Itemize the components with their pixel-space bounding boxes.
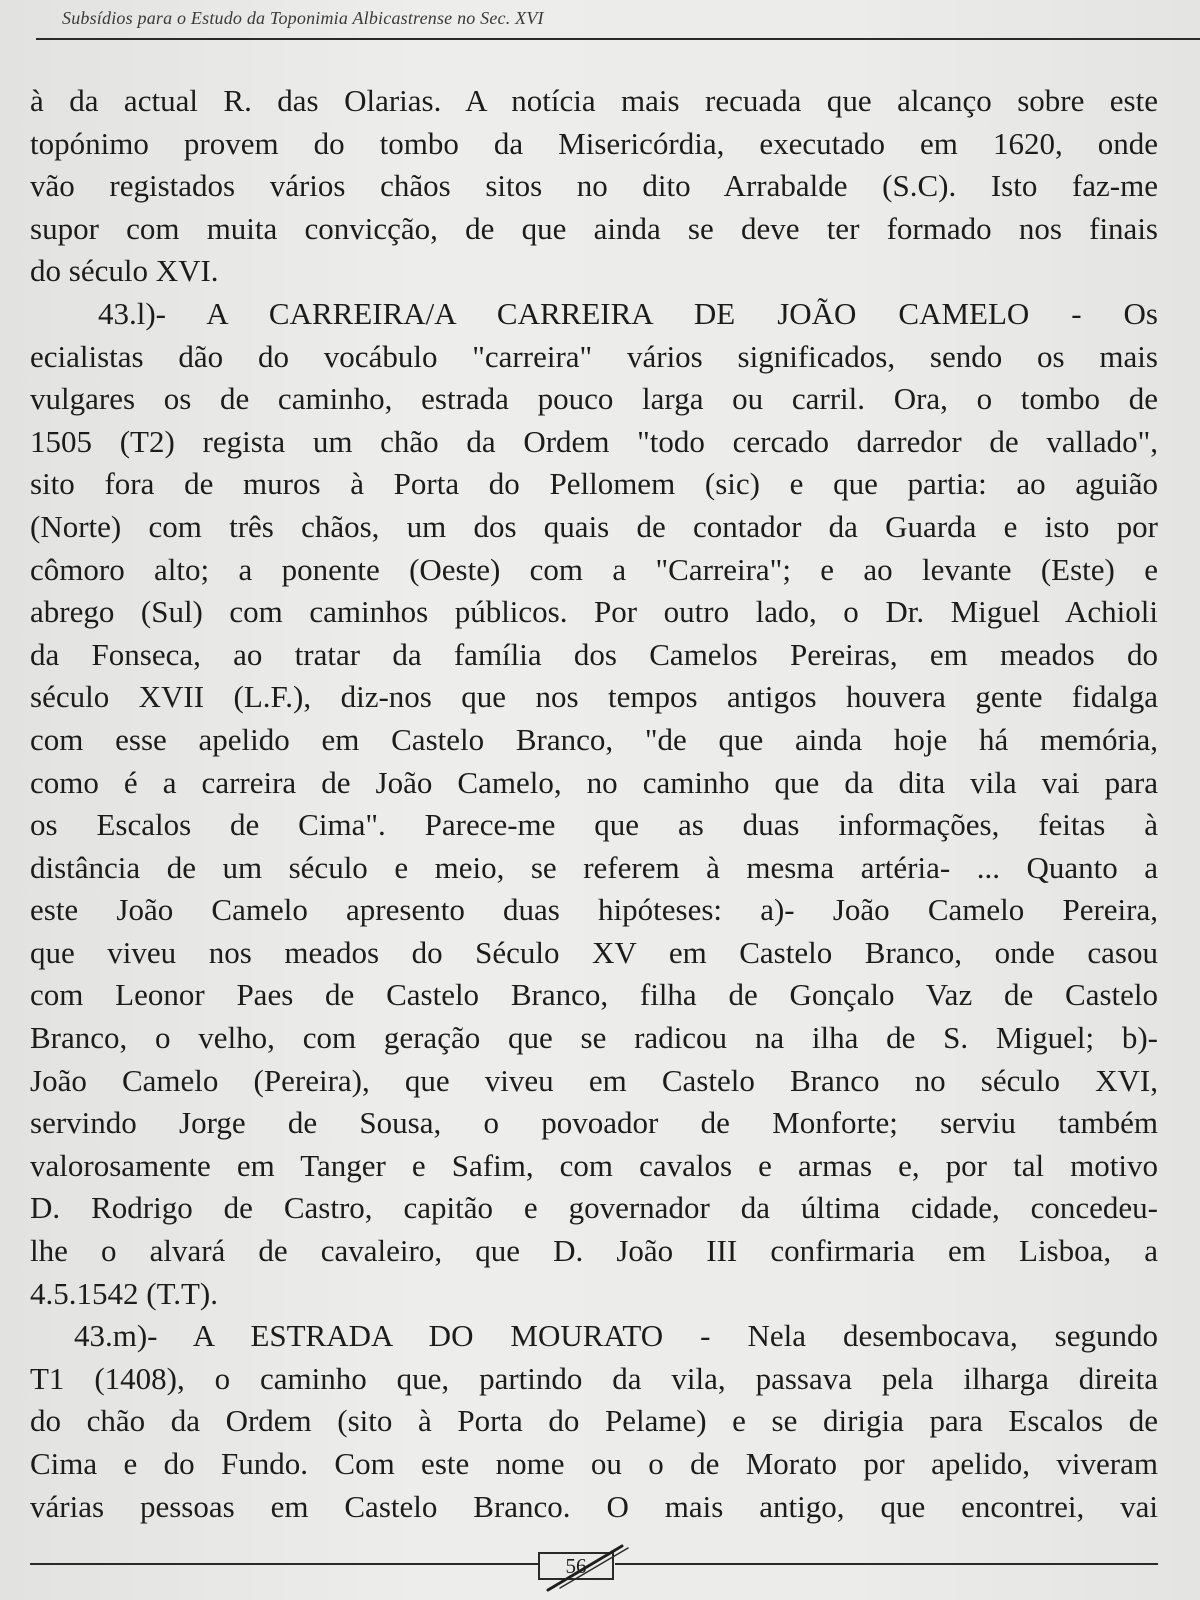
- running-header-title: Subsídios para o Estudo da Toponimia Albicastrense no Sec. XVI: [62, 8, 544, 28]
- text-line: com esse apelido em Castelo Branco, "de que ainda hoje há memória,: [30, 721, 1158, 757]
- text-line: supor com muita convicção, de que ainda se deve ter formado nos finais: [30, 210, 1158, 246]
- text-line: do chão da Ordem (sito à Porta do Pelame) e se dirigia para Escalos de: [30, 1403, 1158, 1439]
- text-line: século XVII (L.F.), diz-nos que nos tempos antigos houvera gente fidalga: [30, 679, 1158, 715]
- text-line: abrego (Sul) com caminhos públicos. Por outro lado, o Dr. Miguel Achioli: [30, 594, 1158, 630]
- text-line: servindo Jorge de Sousa, o povoador de Monforte; serviu também: [30, 1105, 1158, 1141]
- text-line: este João Camelo apresento duas hipóteses: a)- João Camelo Pereira,: [30, 892, 1158, 928]
- text-line: vulgares os de caminho, estrada pouco larga ou carril. Ora, o tombo de: [30, 381, 1158, 417]
- text-line: João Camelo (Pereira), que viveu em Castelo Branco no século XVI,: [30, 1062, 1158, 1098]
- text-line: à da actual R. das Olarias. A notícia mais recuada que alcanço sobre este: [30, 83, 1158, 118]
- text-line: T1 (1408), o caminho que, partindo da vila, passava pela ilharga direita: [30, 1360, 1158, 1396]
- text-line: 1505 (T2) regista um chão da Ordem "todo cercado darredor de vallado",: [30, 423, 1158, 459]
- page-number: 56: [538, 1552, 614, 1580]
- section-heading-line: 43.l)- A CARREIRA/A CARREIRA DE JOÃO CAMELO - Os: [98, 295, 1158, 331]
- text-line: topónimo provem do tombo da Misericórdia, executado em 1620, onde: [30, 125, 1158, 161]
- text-line: como é a carreira de João Camelo, no caminho que da dita vila vai para: [30, 764, 1158, 800]
- text-line: com Leonor Paes de Castelo Branco, filha de Gonçalo Vaz de Castelo: [30, 977, 1158, 1013]
- text-line: ecialistas dão do vocábulo "carreira" vários significados, sendo os mais: [30, 338, 1158, 374]
- text-line: do século XVI.: [30, 253, 219, 289]
- text-line: valorosamente em Tanger e Safim, com cavalos e armas e, por tal motivo: [30, 1147, 1158, 1183]
- text-line: 4.5.1542 (T.T).: [30, 1275, 218, 1311]
- text-line: cômoro alto; a ponente (Oeste) com a "Carreira"; e ao levante (Este) e: [30, 551, 1158, 587]
- text-line: vão registados vários chãos sitos no dito Arrabalde (S.C). Isto faz-me: [30, 168, 1158, 204]
- text-line: distância de um século e meio, se referem à mesma artéria- ... Quanto a: [30, 849, 1158, 885]
- text-line: D. Rodrigo de Castro, capitão e governador da última cidade, concedeu-: [30, 1190, 1158, 1226]
- text-line: (Norte) com três chãos, um dos quais de contador da Guarda e isto por: [30, 508, 1158, 544]
- text-line: que viveu nos meados do Século XV em Castelo Branco, onde casou: [30, 934, 1158, 970]
- text-line: da Fonseca, ao tratar da família dos Camelos Pereiras, em meados do: [30, 636, 1158, 672]
- text-line: sito fora de muros à Porta do Pellomem (sic) e que partia: ao aguião: [30, 466, 1158, 502]
- text-line: várias pessoas em Castelo Branco. O mais antigo, que encontrei, vai: [30, 1488, 1158, 1524]
- text-line: Cima e do Fundo. Com este nome ou o de Morato por apelido, viveram: [30, 1446, 1158, 1481]
- text-line: Branco, o velho, com geração que se radicou na ilha de S. Miguel; b)-: [30, 1020, 1158, 1056]
- section-heading-line: 43.m)- A ESTRADA DO MOURATO - Nela desembocava, segundo: [74, 1318, 1158, 1354]
- text-line: os Escalos de Cima". Parece-me que as duas informações, feitas à: [30, 807, 1158, 843]
- text-line: lhe o alvará de cavaleiro, que D. João III confirmaria em Lisboa, a: [30, 1233, 1158, 1269]
